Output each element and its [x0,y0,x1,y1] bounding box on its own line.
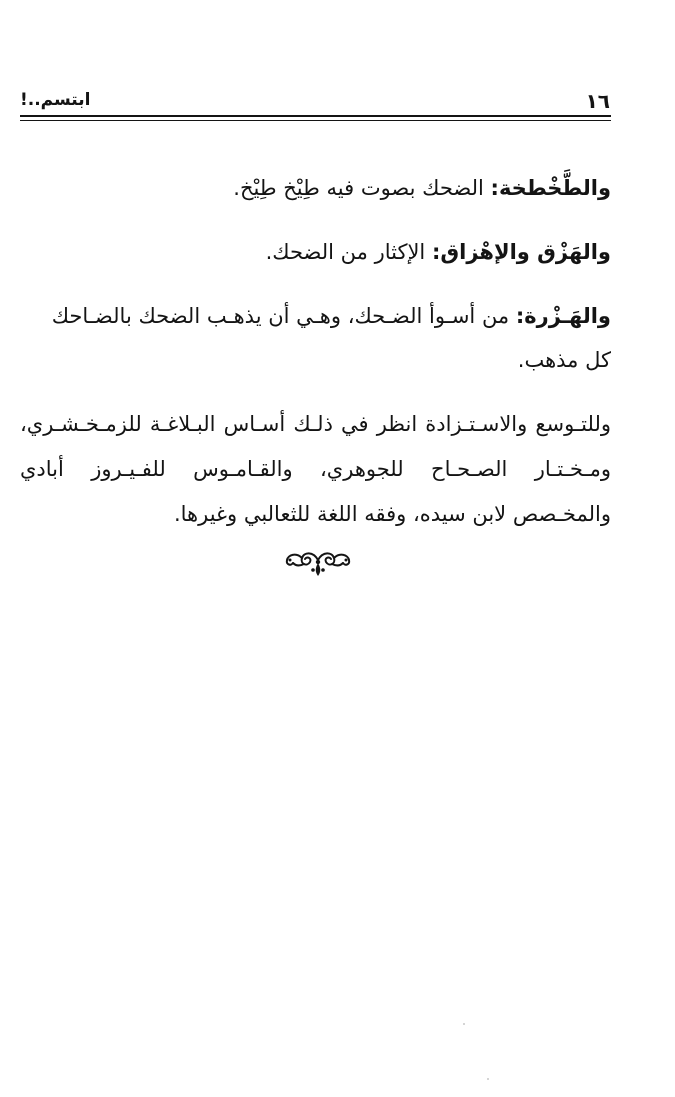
entry-term: والهَـزْرة: [515,304,611,328]
page-body [20,166,611,537]
references-paragraph: وللتـوسع والاسـتـزادة انظر في ذلـك أسـاس البـلاغـة للزمـخـشـري، ومـخـتـار الصـحـاح للجوهري، والقـامـوس للفـيـروز أبادي والمخـصص لابن سيده، وفقه اللغة للثعالبي وغيرها. [20,412,611,526]
entry-term: والهَزْق والإهْزاق: [431,240,611,264]
header-rule-thick [20,115,611,117]
entry-definition: الضحك بصوت فيه طِيْخ طِيْخ. [233,176,491,200]
entry-term: والطَّخْطخة: [490,176,611,200]
entry-definition: الإكثار من الضحك. [265,240,432,264]
page-header [20,86,610,116]
scan-speck [487,1078,489,1080]
header-rule-thin [20,120,611,121]
definition-entry [20,294,611,382]
definition-entry [20,230,611,274]
running-title: ابتسم..! [20,90,91,110]
entry-definition: من أسـوأ الضـحك، وهـي أن يذهـب الضحك بالضـاحك كل مذهب. [51,304,611,372]
scan-speck [463,1023,465,1025]
page-number: ١٦ [585,89,610,113]
definition-entry [20,166,611,210]
floral-ornament-icon [282,546,354,582]
